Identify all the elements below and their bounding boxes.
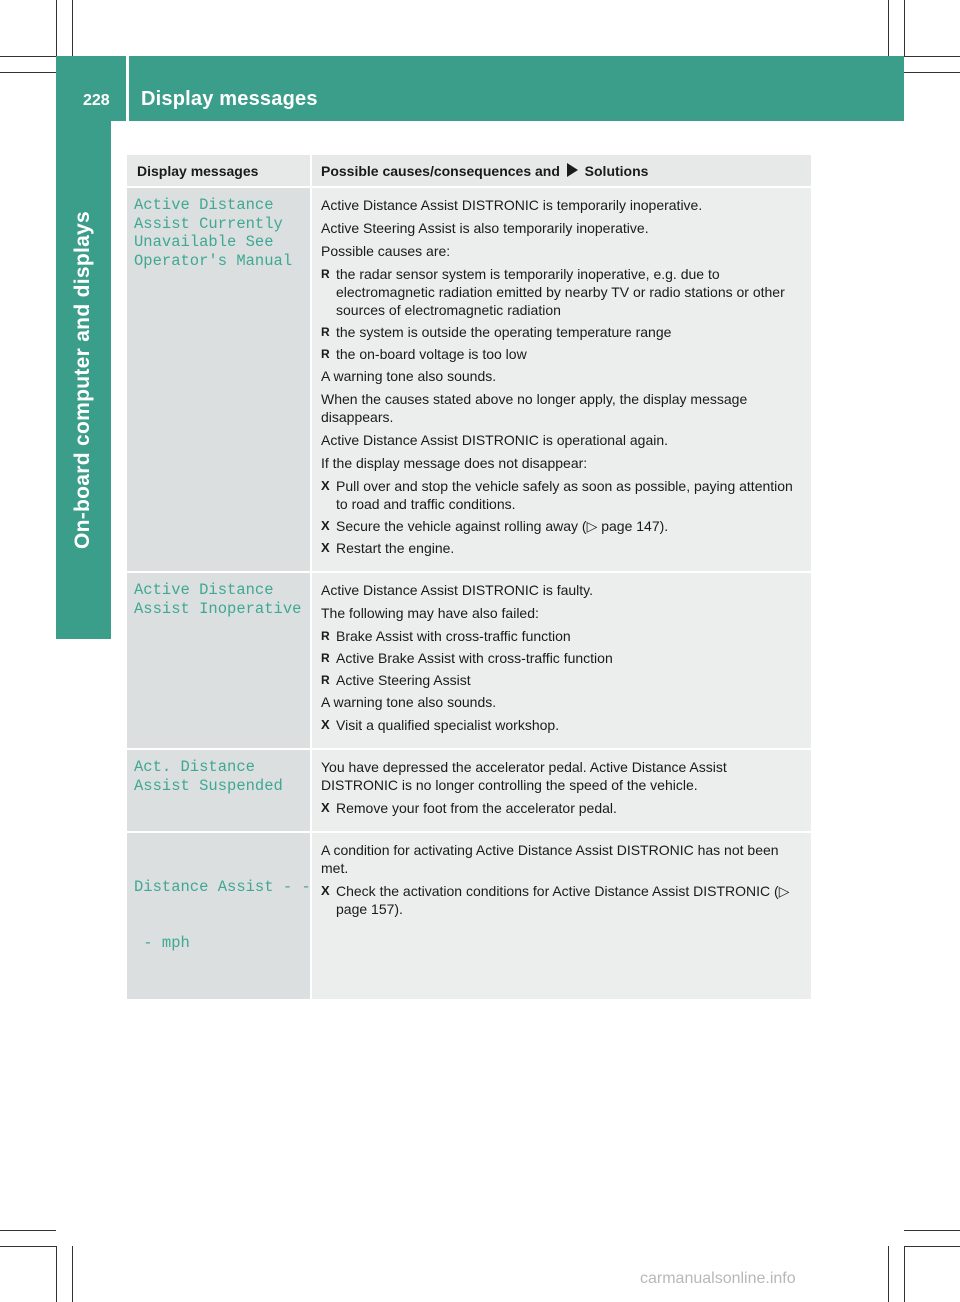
crop-mark [0, 56, 56, 57]
bullet-item: R Brake Assist with cross-traffic function [321, 627, 803, 645]
message-line: Assist Inoperative [134, 599, 302, 618]
message-cell [127, 188, 312, 571]
crop-mark [56, 0, 57, 56]
message-line: Active Distance [134, 196, 274, 214]
action-step: X Check the activation conditions for Active Distance Assist DISTRONIC (▷ page 157). [321, 882, 803, 918]
display-messages-table [127, 155, 811, 1001]
header-display-messages: Display messages [127, 155, 312, 186]
message-line: - mph [134, 933, 190, 952]
crop-mark [904, 72, 960, 73]
message-line: Distance Assist - - [134, 878, 311, 896]
message-line: Operator's Manual [134, 251, 293, 270]
page-number: 228 [83, 92, 110, 109]
header-causes-solutions [312, 155, 811, 186]
paragraph: A warning tone also sounds. [321, 368, 497, 384]
crop-mark [904, 1230, 960, 1231]
paragraph: You have depressed the accelerator pedal. Active Distance Assist DISTRONIC is no longer controlling the speed of the vehicle. [321, 759, 727, 793]
bullet-item: R Active Steering Assist [321, 671, 803, 689]
crop-mark [904, 0, 905, 56]
crop-mark [0, 1246, 56, 1247]
table-row [127, 750, 811, 833]
crop-mark [888, 0, 889, 56]
content-cell [312, 573, 811, 748]
message-cell [127, 833, 312, 999]
crop-mark [0, 72, 56, 73]
paragraph: Active Distance Assist DISTRONIC is faulty. [321, 582, 594, 598]
bullet-item: R the system is outside the operating temperature range [321, 323, 803, 341]
crop-mark [904, 56, 960, 57]
header-solutions-text: Solutions [584, 163, 649, 179]
crop-mark [56, 1246, 57, 1302]
table-row [127, 573, 811, 750]
crop-mark [72, 1246, 73, 1302]
crop-mark [888, 1246, 889, 1302]
content-cell [312, 750, 811, 831]
message-line: Unavailable See [134, 233, 274, 251]
paragraph: Active Distance Assist DISTRONIC is operational again. [321, 432, 669, 448]
paragraph: If the display message does not disappear: [321, 455, 588, 471]
action-step: X Remove your foot from the accelerator pedal. [321, 799, 803, 817]
bullet-item: R Active Brake Assist with cross-traffic function [321, 649, 803, 667]
paragraph: Active Distance Assist DISTRONIC is temporarily inoperative. [321, 197, 703, 213]
action-step: X Visit a qualified specialist workshop. [321, 716, 803, 734]
bullet-item: R the on-board voltage is too low [321, 345, 803, 363]
message-line: Assist Currently [134, 214, 283, 233]
content-cell [312, 188, 811, 571]
chapter-title: On-board computer and displays [71, 210, 94, 550]
section-title: Display messages [141, 88, 318, 110]
message-line: Act. Distance [134, 758, 255, 776]
message-cell [127, 573, 312, 748]
action-step: X Restart the engine. [321, 539, 803, 557]
paragraph: Active Steering Assist is also temporarily inoperative. [321, 220, 649, 236]
action-step: X Pull over and stop the vehicle safely as soon as possible, paying attention to road and traffic conditions. [321, 477, 803, 513]
action-step: X Secure the vehicle against rolling away (▷ page 147). [321, 517, 803, 535]
table-header-row [127, 155, 811, 188]
crop-mark [904, 1246, 905, 1302]
crop-mark [904, 1246, 960, 1247]
paragraph: Possible causes are: [321, 243, 451, 259]
header-causes-text: Possible causes/consequences and [321, 163, 560, 179]
bullet-item: R the radar sensor system is temporarily inoperative, e.g. due to electromagnetic radiation emitted by nearby TV or radio stations or other sources of electromagnetic radiation [321, 265, 803, 319]
paragraph: When the causes stated above no longer apply, the display message disappears. [321, 391, 748, 425]
arrow-right-icon [567, 163, 578, 177]
content-cell [312, 833, 811, 999]
message-line: Assist Suspended [134, 776, 283, 795]
table-row [127, 188, 811, 573]
crop-mark [0, 1230, 56, 1231]
paragraph: The following may have also failed: [321, 605, 539, 621]
watermark: carmanualsonline.info [640, 1270, 796, 1287]
message-line: Active Distance [134, 581, 274, 599]
header-divider [126, 56, 129, 121]
paragraph: A condition for activating Active Distance Assist DISTRONIC has not been met. [321, 842, 779, 876]
paragraph: A warning tone also sounds. [321, 694, 497, 710]
crop-mark [72, 0, 73, 56]
table-row [127, 833, 811, 1001]
message-cell [127, 750, 312, 831]
